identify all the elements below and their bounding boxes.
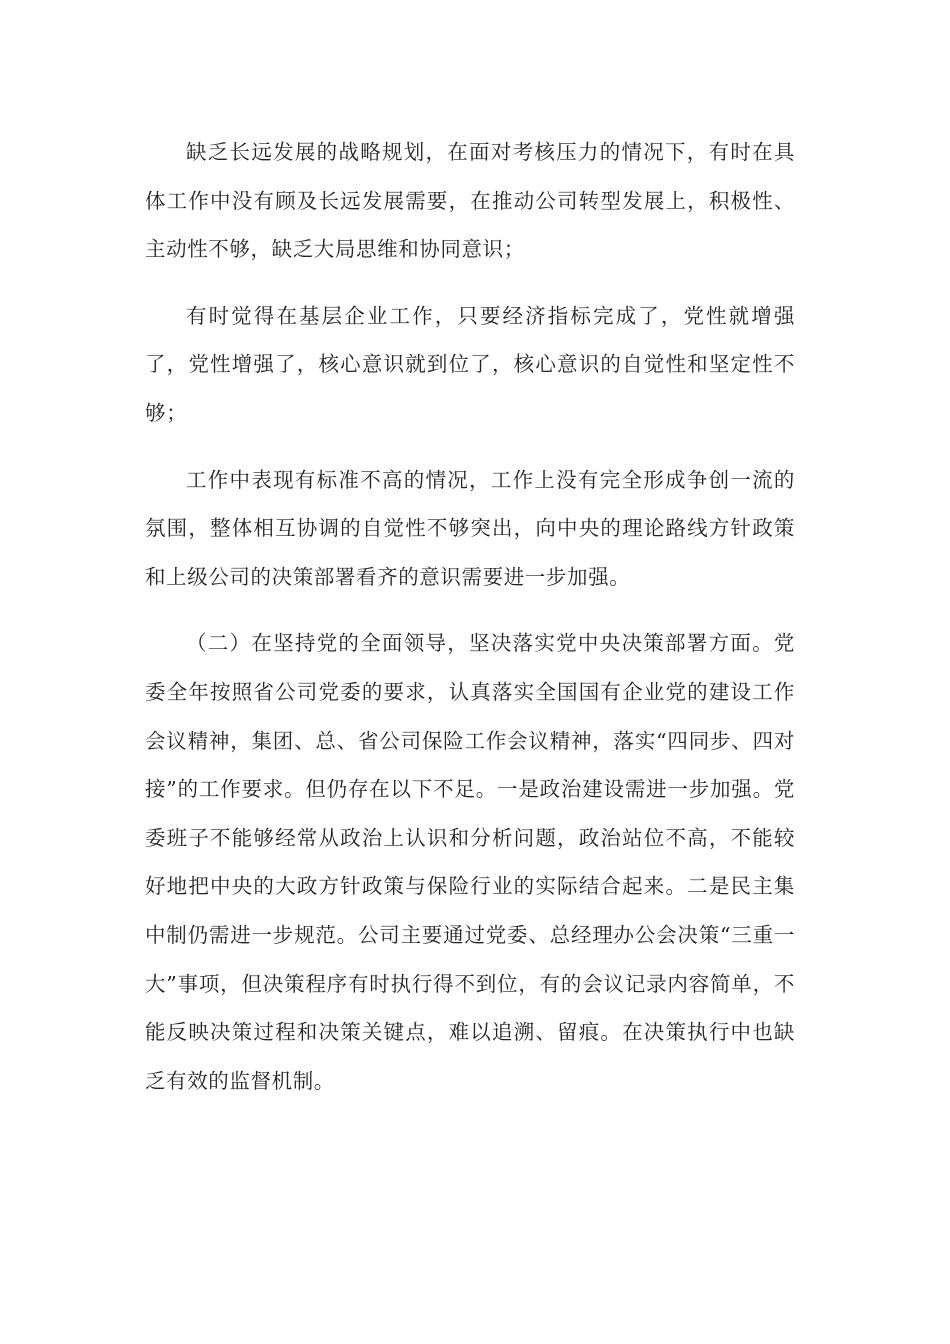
document-body	[145, 128, 795, 1105]
paragraph-2: 有时觉得在基层企业工作，只要经济指标完成了，党性就增强了，党性增强了，核心意识就到位了，核心意识的自觉性和坚定性不够；	[145, 303, 795, 425]
paragraph-3: 工作中表现有标准不高的情况，工作上没有完全形成争创一流的氛围，整体相互协调的自觉性不够突出，向中央的理论路线方针政策和上级公司的决策部署看齐的意识需要进一步加强。	[145, 467, 795, 589]
paragraph-gap	[145, 438, 795, 456]
paragraph-4: （二）在坚持党的全面领导，坚决落实党中央决策部署方面。党委全年按照省公司党委的要求，认真落实全国国有企业党的建设工作会议精神，集团、总、省公司保险工作会议精神，落实“四同步、四对接”的工作要求。但仍存在以下不足。一是政治建设需进一步加强。党委班子不能够经常从政治上认识和分析问题，政治站位不高，不能较好地把中央的大政方针政策与保险行业的实际结合起来。二是民主集中制仍需进一步规范。公司主要通过党委、总经理办公会决策“三重一大”事项，但决策程序有时执行得不到位，有的会议记录内容简单，不能反映决策过程和决策关键点，难以追溯、留痕。在决策执行中也缺乏有效的监督机制。	[145, 631, 795, 1093]
paragraph-gap	[145, 274, 795, 292]
paragraph-1: 缺乏长远发展的战略规划，在面对考核压力的情况下，有时在具体工作中没有顾及长远发展需要，在推动公司转型发展上，积极性、主动性不够，缺乏大局思维和协同意识；	[145, 140, 795, 262]
paragraph-gap	[145, 601, 795, 619]
